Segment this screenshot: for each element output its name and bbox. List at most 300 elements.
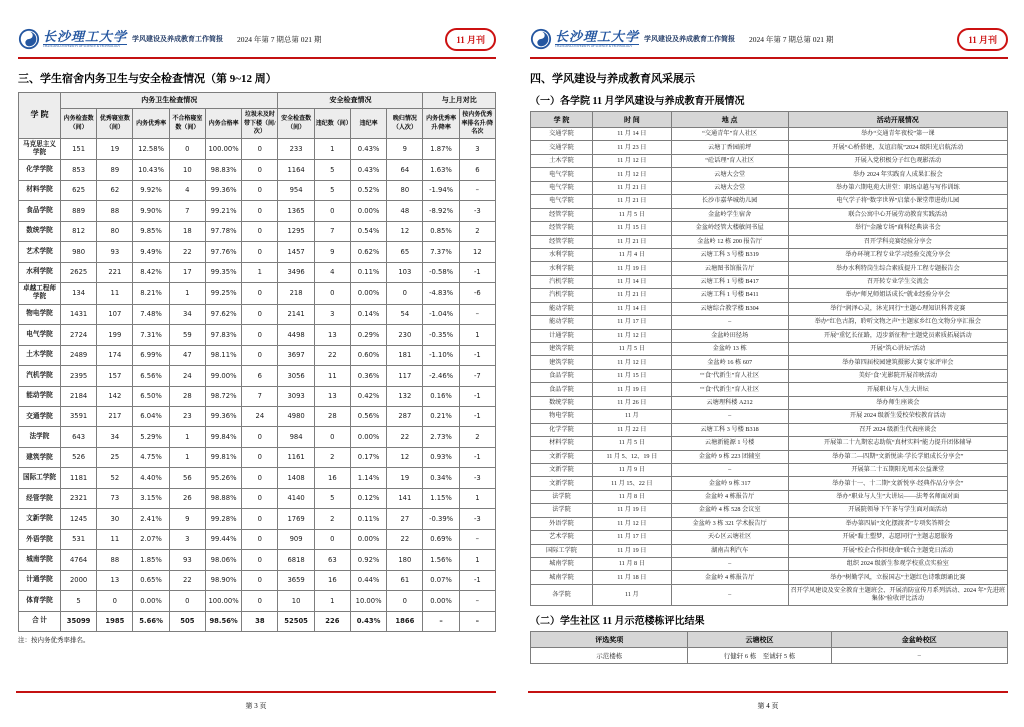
table-cell: 10.00% — [350, 591, 386, 611]
table-cell: 984 — [278, 427, 314, 447]
table-cell: 0.21% — [423, 406, 459, 426]
table-cell: -3 — [459, 509, 495, 529]
table-cell: 0.52% — [350, 180, 386, 200]
column-header: 地 点 — [671, 112, 788, 128]
table-cell: 157 — [97, 366, 133, 386]
table-row — [531, 517, 1008, 530]
table-cell: 132 — [387, 386, 423, 406]
table-cell: 1 — [459, 488, 495, 508]
table-cell: 6.99% — [133, 345, 169, 365]
table-cell: 金盆岭 3 栋 321 学术报告厅 — [671, 517, 788, 530]
table-cell: -1 — [459, 345, 495, 365]
table-cell: 0 — [242, 427, 278, 447]
issue-number: 2024 年第 7 期总第 021 期 — [237, 34, 322, 44]
table-cell: 0 — [242, 570, 278, 590]
table-cell: 举办“师兄师姐话成长”就业经验分享会 — [788, 289, 1007, 302]
table-cell: -1 — [459, 262, 495, 282]
table-cell: -1.04% — [423, 304, 459, 324]
table-cell: 2 — [314, 509, 350, 529]
table-row — [19, 180, 496, 200]
table-header-row — [531, 632, 1008, 648]
table-cell: 0 — [242, 509, 278, 529]
table-cell: 22 — [387, 427, 423, 447]
table-cell: 28 — [169, 386, 205, 406]
section-title-showcase: 四、学风建设与养成教育风采展示 — [530, 73, 695, 85]
table-cell: 38 — [242, 611, 278, 631]
table-row — [531, 262, 1008, 275]
table-cell: 文新学院 — [531, 477, 593, 490]
table-row — [531, 168, 1008, 181]
table-cell: 土木学院 — [19, 345, 61, 365]
table-cell: 化学学院 — [19, 160, 61, 180]
column-header: 违纪率 — [350, 109, 386, 138]
table-cell: 2141 — [278, 304, 314, 324]
table-cell: 联合公寓中心开展劳动教育实践活动 — [788, 208, 1007, 221]
table-cell: 1.85% — [133, 550, 169, 570]
table-cell: 22 — [169, 570, 205, 590]
table-row — [531, 423, 1008, 436]
table-cell: 1245 — [60, 509, 96, 529]
table-cell: 云塘工科 1 号楼 B411 — [671, 289, 788, 302]
table-cell: 11 月 9 日 — [593, 463, 672, 476]
table-cell: 11 月 8 日 — [593, 490, 672, 503]
table-cell: 开展第二十九期宏志助航“真材实料”能力提升团体辅导 — [788, 437, 1007, 450]
table-cell: 1985 — [97, 611, 133, 631]
table-cell: 1431 — [60, 304, 96, 324]
table-cell: 举办“树勤学风，立报国志”主题红色诗歌朗诵比赛 — [788, 571, 1007, 584]
table-cell: 13 — [314, 325, 350, 345]
table-cell: 0 — [242, 201, 278, 221]
table-cell: 8.42% — [133, 262, 169, 282]
table-cell: 12 — [459, 242, 495, 262]
table-row — [19, 447, 496, 467]
table-cell: 11 — [314, 366, 350, 386]
evaluation-table — [530, 631, 1008, 664]
table-cell: 数统学院 — [19, 221, 61, 241]
evaluation-table-body — [531, 648, 1008, 664]
table-cell: 11 月 21 日 — [593, 195, 672, 208]
table-row — [531, 275, 1008, 288]
table-cell: 艺术学院 — [19, 242, 61, 262]
table-cell: 开展“重忆长征路，迈步新征程”主题党员素质拓展活动 — [788, 329, 1007, 342]
table-cell: 云塘综合教学楼 B304 — [671, 302, 788, 315]
table-cell: 举行“金融专场”商科经典读书会 — [788, 222, 1007, 235]
table-cell: 11 月 14 日 — [593, 302, 672, 315]
table-cell: 举办“交通青年夜校”第一课 — [788, 128, 1007, 141]
table-cell: 举办第十一、十二期“文新悦享·经典作品分享会” — [788, 477, 1007, 490]
table-cell: 6.56% — [133, 366, 169, 386]
table-cell: 63 — [314, 550, 350, 570]
table-cell: 8.21% — [133, 283, 169, 304]
table-cell: 举办第四届“文化摆渡者”专项奖答辩会 — [788, 517, 1007, 530]
table-row — [19, 345, 496, 365]
table-cell: 2395 — [60, 366, 96, 386]
table-cell: 853 — [60, 160, 96, 180]
table-cell: 142 — [97, 386, 133, 406]
table-cell: “砼话理”育人社区 — [671, 154, 788, 167]
table-cell: 金盆岭 9 栋 223 团辅室 — [671, 450, 788, 463]
table-cell: 1 — [169, 447, 205, 467]
table-cell: 外语学院 — [531, 517, 593, 530]
table-cell: 18 — [169, 221, 205, 241]
column-header: 晚归情况（人次） — [387, 109, 423, 138]
table-cell: 1.87% — [423, 138, 459, 159]
table-cell: 11 月 19 日 — [593, 383, 672, 396]
table-cell: 62 — [97, 180, 133, 200]
table-cell: 226 — [314, 611, 350, 631]
table-cell: – — [671, 558, 788, 571]
evaluation-table-head — [531, 632, 1008, 648]
table-cell: 9 — [387, 138, 423, 159]
table-cell: 开展职业与人生大讲坛 — [788, 383, 1007, 396]
table-cell: 11 月 19 日 — [593, 504, 672, 517]
table-cell: 文新学院 — [19, 509, 61, 529]
table-cell: 0.00% — [423, 591, 459, 611]
table-row — [19, 488, 496, 508]
table-cell: 98.72% — [205, 386, 241, 406]
page-number: 第 4 页 — [757, 702, 779, 710]
table-cell: 97.83% — [205, 325, 241, 345]
table-cell: 计通学院 — [19, 570, 61, 590]
table-cell: 4 — [169, 180, 205, 200]
table-cell: 3 — [314, 304, 350, 324]
table-cell: 举办 2024 年实践育人成果汇报会 — [788, 168, 1007, 181]
table-cell: 52505 — [278, 611, 314, 631]
table-cell: 法学院 — [19, 427, 61, 447]
university-logo-icon — [18, 28, 40, 50]
table-cell: 材料学院 — [531, 437, 593, 450]
table-cell: 0 — [387, 283, 423, 304]
table-cell: 能动学院 — [531, 302, 593, 315]
table-cell: 12 — [387, 221, 423, 241]
table-cell: 526 — [60, 447, 96, 467]
table-cell: 11 月 12 日 — [593, 154, 672, 167]
table-cell: 103 — [387, 262, 423, 282]
table-cell: – — [459, 611, 495, 631]
table-cell: 199 — [97, 325, 133, 345]
table-cell: 金盆岭 16 栋 607 — [671, 356, 788, 369]
table-cell: 云塘工科 3 号楼 B319 — [671, 248, 788, 261]
table-cell: 2489 — [60, 345, 96, 365]
university-logo-icon — [530, 28, 552, 50]
table-cell: 11 月 17 日 — [593, 531, 672, 544]
table-cell: 电气学院 — [19, 325, 61, 345]
table-cell: 举办“职业与人生”大讲坛——法考名师面对面 — [788, 490, 1007, 503]
table-cell: 59 — [169, 325, 205, 345]
table-row — [19, 386, 496, 406]
table-cell: 11 月 22 日 — [593, 423, 672, 436]
table-cell: 经管学院 — [531, 222, 593, 235]
table-cell: 34 — [97, 427, 133, 447]
table-cell: 141 — [387, 488, 423, 508]
table-cell: 19 — [387, 468, 423, 488]
table-cell: 11 — [97, 283, 133, 304]
table-cell: 0 — [242, 550, 278, 570]
table-cell: 217 — [97, 406, 133, 426]
column-header: 活动开展情况 — [788, 112, 1007, 128]
table-cell: 0.14% — [350, 304, 386, 324]
table-cell: 0 — [314, 529, 350, 549]
table-cell: 2 — [459, 221, 495, 241]
table-cell: 长沙市嘉华城幼儿园 — [671, 195, 788, 208]
table-cell: 93 — [97, 242, 133, 262]
table-cell: 180 — [387, 550, 423, 570]
table-cell: 7.37% — [423, 242, 459, 262]
page-right — [512, 0, 1024, 727]
table-cell: 1769 — [278, 509, 314, 529]
table-cell: 100.00% — [205, 138, 241, 159]
table-row — [531, 648, 1008, 664]
table-row — [19, 242, 496, 262]
table-row — [531, 208, 1008, 221]
table-row — [531, 584, 1008, 606]
table-cell: 3659 — [278, 570, 314, 590]
table-row — [531, 128, 1008, 141]
column-header: 安全检查数（间） — [278, 109, 314, 138]
table-cell: 0 — [242, 447, 278, 467]
table-cell: 107 — [97, 304, 133, 324]
table-cell: 0.00% — [350, 283, 386, 304]
table-cell: 3093 — [278, 386, 314, 406]
table-row — [531, 396, 1008, 409]
table-cell: 0 — [242, 160, 278, 180]
table-cell: 0 — [242, 325, 278, 345]
table-row — [531, 383, 1008, 396]
bulletin-title: 学风建设及养成教育工作简报 — [132, 35, 224, 43]
table-cell: 开展“筑心讲坛”活动 — [788, 343, 1007, 356]
activities-table-head — [531, 112, 1008, 128]
table-cell: 0.92% — [350, 550, 386, 570]
table-cell: 金盆岭 13 栋 — [671, 343, 788, 356]
table-cell: – — [831, 648, 1008, 664]
table-cell: 4498 — [278, 325, 314, 345]
table-cell: 0 — [169, 138, 205, 159]
table-cell: 61 — [387, 570, 423, 590]
table-cell: 4.40% — [133, 468, 169, 488]
footer-divider — [528, 691, 1008, 693]
table-cell: 0.16% — [423, 386, 459, 406]
table-cell: 数统学院 — [531, 396, 593, 409]
table-cell: 0 — [242, 529, 278, 549]
table-cell: 云塘工科 1 号楼 B417 — [671, 275, 788, 288]
table-row — [19, 201, 496, 221]
table-cell: 134 — [60, 283, 96, 304]
table-cell: 2321 — [60, 488, 96, 508]
table-cell: 47 — [169, 345, 205, 365]
table-cell: 举办第二—四期“文新悦读·学长学姐成长分享会” — [788, 450, 1007, 463]
table-cell: 10 — [169, 160, 205, 180]
table-row — [19, 406, 496, 426]
table-row — [531, 154, 1008, 167]
table-cell: 云塘新能源 1 号楼 — [671, 437, 788, 450]
table-cell: 889 — [60, 201, 96, 221]
table-cell: 1 — [314, 138, 350, 159]
table-cell: 举办水利特岗生综合素质提升工程专题报告会 — [788, 262, 1007, 275]
table-cell: 电气学子将“数字世界”启蒙小课堂带进幼儿园 — [788, 195, 1007, 208]
table-cell: 0.60% — [350, 345, 386, 365]
table-cell: 28 — [314, 406, 350, 426]
table-cell: 0.12% — [350, 488, 386, 508]
table-cell: 水利学院 — [531, 262, 593, 275]
table-row — [19, 262, 496, 282]
table-cell: 11 月 19 日 — [593, 544, 672, 557]
table-cell: 35099 — [60, 611, 96, 631]
table-cell: 3591 — [60, 406, 96, 426]
table-cell: “‘食’代新生”育人社区 — [671, 383, 788, 396]
table-cell: 天心区云塘社区 — [671, 531, 788, 544]
table-cell: 水利学院 — [531, 248, 593, 261]
table-row — [19, 468, 496, 488]
table-cell: 汽机学院 — [531, 275, 593, 288]
table-cell: 48 — [387, 201, 423, 221]
subsection-title-evaluation: （二）学生社区 11 月示范楼栋评比结果 — [530, 616, 705, 628]
table-cell: 召开学科竞赛经验分享会 — [788, 235, 1007, 248]
table-cell: 11 月 21 日 — [593, 235, 672, 248]
table-cell: 外语学院 — [19, 529, 61, 549]
table-cell: 0 — [242, 283, 278, 304]
table-group-header-row — [19, 93, 496, 109]
table-cell: 531 — [60, 529, 96, 549]
column-header: 内务合格率 — [205, 109, 241, 138]
table-cell: 98.88% — [205, 488, 241, 508]
table-cell: 0.29% — [350, 325, 386, 345]
table-cell: 98.56% — [205, 611, 241, 631]
table-cell: 99.81% — [205, 447, 241, 467]
table-cell: 0.69% — [423, 529, 459, 549]
table-cell: 7 — [242, 386, 278, 406]
table-cell: 0.11% — [350, 509, 386, 529]
table-cell: 电气学院 — [531, 168, 593, 181]
table-cell: 11 月 5 日 — [593, 437, 672, 450]
bulletin-title: 学风建设及养成教育工作简报 — [644, 35, 736, 43]
column-header: 优秀寝室数（间） — [97, 109, 133, 138]
table-cell: 食品学院 — [531, 369, 593, 382]
column-group-safety: 安全检查情况 — [278, 93, 423, 109]
table-cell: 交通学院 — [19, 406, 61, 426]
table-cell: 22 — [314, 345, 350, 365]
table-cell: 交通学院 — [531, 128, 593, 141]
table-row — [531, 531, 1008, 544]
table-cell: 11 月 8 日 — [593, 558, 672, 571]
table-cell: 99.44% — [205, 529, 241, 549]
table-row — [19, 529, 496, 549]
table-cell: 1866 — [387, 611, 423, 631]
table-row — [531, 195, 1008, 208]
university-logotype — [555, 30, 639, 48]
table-cell: -1 — [459, 570, 495, 590]
table-cell: 金盆岭 4 栋报告厅 — [671, 571, 788, 584]
table-cell: 1181 — [60, 468, 96, 488]
table-cell: 1 — [459, 325, 495, 345]
table-cell: 97.62% — [205, 304, 241, 324]
table-cell: 89 — [97, 160, 133, 180]
table-cell: 11 月 14 日 — [593, 275, 672, 288]
table-cell: 0.93% — [423, 447, 459, 467]
table-cell: 开展入党积极分子红色观影活动 — [788, 154, 1007, 167]
table-row — [531, 343, 1008, 356]
table-cell: 金盆岭经管大楼敏问书屋 — [671, 222, 788, 235]
table-cell: -1 — [459, 406, 495, 426]
table-cell: 5 — [314, 180, 350, 200]
table-cell: 湖南吉利汽车 — [671, 544, 788, 557]
table-row — [531, 410, 1008, 423]
table-cell: 合 计 — [19, 611, 61, 631]
table-cell: 11 月 12 日 — [593, 356, 672, 369]
table-cell: 10 — [278, 591, 314, 611]
table-cell: 0 — [97, 591, 133, 611]
table-row — [531, 316, 1008, 329]
table-cell: 54 — [387, 304, 423, 324]
table-cell: 11 月 12 日 — [593, 168, 672, 181]
table-cell: 金盆岭学生宿舍 — [671, 208, 788, 221]
table-cell: 6.50% — [133, 386, 169, 406]
table-cell: 99.84% — [205, 427, 241, 447]
table-cell: 举办环境工程专业学习经验交流分享会 — [788, 248, 1007, 261]
table-cell: 开展“黏土塑梦，志愿同行”主题志愿服务 — [788, 531, 1007, 544]
table-cell: 98.11% — [205, 345, 241, 365]
table-cell: 0.56% — [350, 406, 386, 426]
table-cell: 0.42% — [350, 386, 386, 406]
table-cell: 美好‘食’光影院开展首映活动 — [788, 369, 1007, 382]
table-cell: 11 月 15 日 — [593, 369, 672, 382]
table-cell: 金盆岭 4 栋报告厅 — [671, 490, 788, 503]
table-cell: 计通学院 — [531, 329, 593, 342]
table-cell: 13 — [97, 570, 133, 590]
page-number: 第 3 页 — [245, 702, 267, 710]
table-cell: 召开学风建设及安全教育主题班会、开展消防宣传月系列活动、2024 年“先进班集体”验收评比活动 — [788, 584, 1007, 606]
table-cell: 80 — [97, 221, 133, 241]
table-row — [531, 558, 1008, 571]
table-cell: -1.10% — [423, 345, 459, 365]
table-cell: 97.76% — [205, 242, 241, 262]
column-header: 评选奖项 — [531, 632, 688, 648]
table-row — [19, 427, 496, 447]
table-cell: -8.92% — [423, 201, 459, 221]
table-cell: 0.34% — [423, 468, 459, 488]
table-cell: 97.78% — [205, 221, 241, 241]
table-cell: 2 — [314, 447, 350, 467]
table-cell: 99.00% — [205, 366, 241, 386]
table-cell: 电气学院 — [531, 181, 593, 194]
table-cell: 0 — [314, 201, 350, 221]
hygiene-table-head — [19, 93, 496, 139]
activities-table-body — [531, 128, 1008, 606]
table-cell: 56 — [169, 468, 205, 488]
table-cell: – — [459, 529, 495, 549]
table-cell: 3 — [459, 138, 495, 159]
table-row — [531, 463, 1008, 476]
table-row — [19, 366, 496, 386]
table-cell: 举行“润泽心灵，沐光同行”主题心理知识科普竞赛 — [788, 302, 1007, 315]
table-cell: 0.36% — [350, 366, 386, 386]
column-header: 按内务优秀率排名升/降名次 — [459, 109, 495, 138]
table-cell: 2625 — [60, 262, 96, 282]
month-badge: 11 月刊 — [445, 28, 496, 51]
table-cell: 11 月 — [593, 410, 672, 423]
table-cell: 5 — [314, 488, 350, 508]
table-cell: 法学院 — [531, 504, 593, 517]
table-row — [531, 235, 1008, 248]
table-cell: 11 月 21 日 — [593, 289, 672, 302]
table-cell: 6.04% — [133, 406, 169, 426]
table-cell: 230 — [387, 325, 423, 345]
table-cell: 9 — [169, 509, 205, 529]
table-cell: 1457 — [278, 242, 314, 262]
table-cell: 11 月 — [593, 584, 672, 606]
table-cell: 0.00% — [350, 427, 386, 447]
table-cell: 10.43% — [133, 160, 169, 180]
table-cell: 国际工学院 — [531, 544, 593, 557]
